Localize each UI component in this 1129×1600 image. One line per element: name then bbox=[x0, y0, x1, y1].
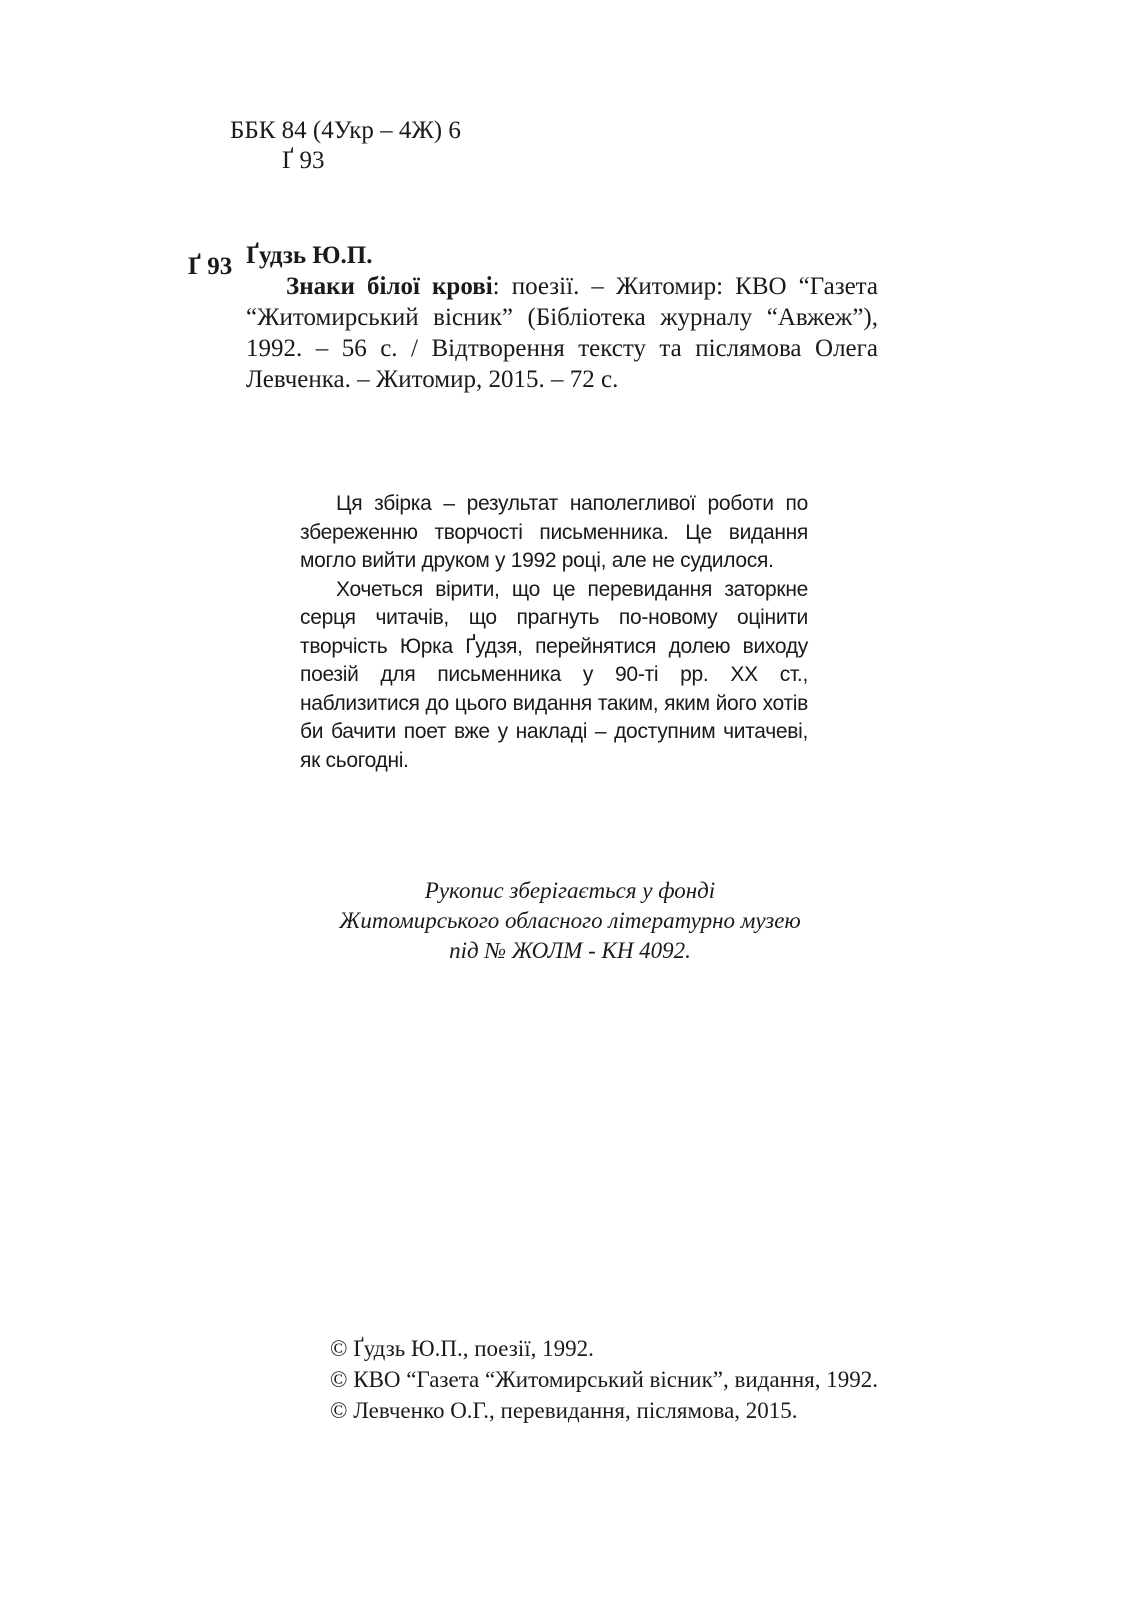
bibliography-body bbox=[246, 271, 878, 395]
manuscript-line-3: під № ЖОЛМ - КН 4092. bbox=[449, 938, 691, 963]
copyright-line-1: © Ґудзь Ю.П., поезії, 1992. bbox=[330, 1336, 594, 1361]
copyright-line-2: © КВО “Газета “Житомирський вісник”, видання, 1992. bbox=[330, 1367, 879, 1392]
bibliographic-description bbox=[246, 240, 878, 395]
annotation-paragraph-1: Ця збірка – результат наполегливої роботи по збереженню творчості письменника. Це видання могло вийти друком у 1992 році, але не судилося. bbox=[300, 492, 808, 572]
manuscript-line-1: Рукопис зберігається у фонді bbox=[424, 878, 716, 903]
author-sign-code: Ґ 93 bbox=[282, 147, 325, 174]
manuscript-note bbox=[300, 876, 840, 966]
author-mark: Ґ 93 bbox=[188, 253, 233, 280]
bbk-code: ББК 84 (4Укр – 4Ж) 6 bbox=[230, 117, 461, 144]
annotation bbox=[300, 490, 808, 775]
bibliography-author: Ґудзь Ю.П. bbox=[246, 242, 373, 269]
copyright-block bbox=[330, 1333, 878, 1426]
bibliography-details: : поезії. – Житомир: КВО “Газета “Житомирський вісник” (Бібліотека журналу “Авжеж”), 1992. – 56 с. / Відтворення тексту та післямова Олега Левченка. – Житомир, 2015. – 72 с. bbox=[246, 273, 878, 393]
bbk-index bbox=[230, 116, 461, 176]
bibliography-title: Знаки білої крові bbox=[286, 273, 493, 300]
copyright-line-3: © Левченко О.Г., перевидання, післямова, 2015. bbox=[330, 1398, 798, 1423]
manuscript-line-2: Житомирського обласного літературно музею bbox=[339, 908, 801, 933]
annotation-paragraph-2: Хочеться вірити, що це перевидання заторкне серця читачів, що прагнуть по-новому оцінити творчість Юрка Ґудзя, перейнятися долею виходу поезій для письменника у 90-ті рр. XX ст., наблизитися до цього видання таким, яким його хотів би бачити поет вже у накладі – доступним читачеві, як сьогодні. bbox=[300, 577, 808, 772]
